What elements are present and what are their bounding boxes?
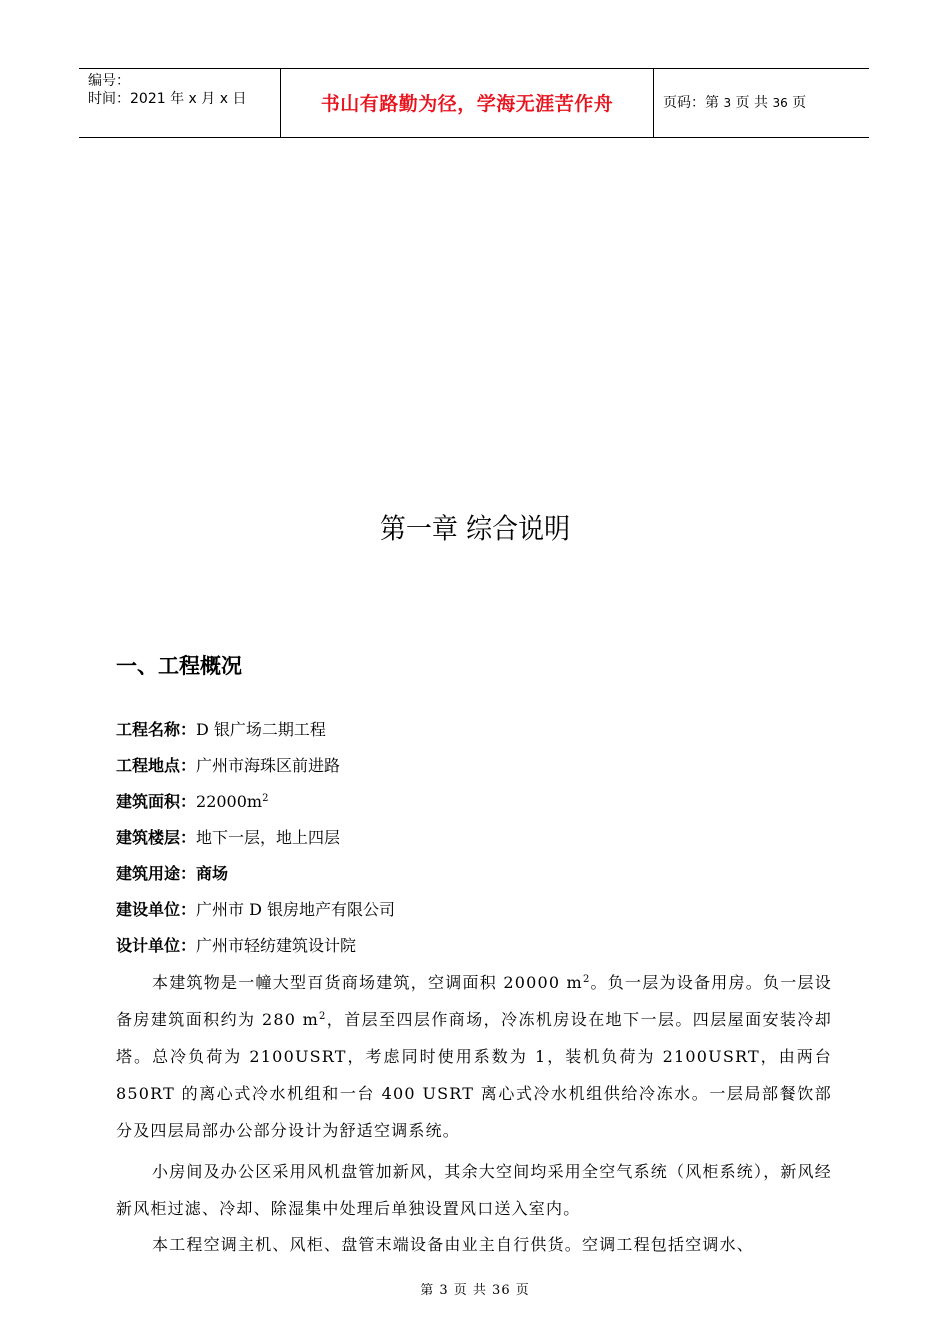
info-row-project-name: 工程名称：D 银广场二期工程 <box>116 720 326 739</box>
info-row-area: 建筑面积：$22000m^2$ <box>116 792 269 811</box>
section-title: 一、工程概况 <box>116 654 242 678</box>
header-page-number: 页码：第 3 页 共 36 页 <box>663 95 807 111</box>
time-label: 时间：2021 年 x 月 x 日 <box>88 91 247 107</box>
info-row-builder: 建设单位：广州市 D 银房地产有限公司 <box>116 900 396 919</box>
page-header <box>79 68 869 138</box>
serial-label: 编号： <box>88 73 130 89</box>
info-row-designer: 设计单位：广州市轻纺建筑设计院 <box>116 936 357 955</box>
info-row-location: 工程地点：广州市海珠区前进路 <box>116 756 341 775</box>
page-footer: 第 3 页 共 36 页 <box>420 1283 530 1298</box>
header-meta <box>88 72 246 108</box>
project-info-list <box>116 715 836 967</box>
paragraph-system: 小房间及办公区采用风机盘管加新风，其余大空间均采用全空气系统（风柜系统），新风经新风柜过滤、冷却、除湿集中处理后单独设置风口送入室内。 <box>116 1162 833 1218</box>
paragraph-scope: 本工程空调主机、风柜、盘管末端设备由业主自行供货。空调工程包括空调水、 <box>152 1235 755 1254</box>
info-row-floors: 建筑楼层：地下一层，地上四层 <box>116 828 341 847</box>
page-total: 36 <box>772 96 788 110</box>
info-row-usage: 建筑用途：商场 <box>116 864 229 883</box>
header-divider <box>653 69 654 137</box>
chapter-title: 第一章 综合说明 <box>379 513 571 546</box>
page-current: 3 <box>723 96 732 110</box>
header-motto: 书山有路勤为径，学海无涯苦作舟 <box>320 93 614 115</box>
paragraph-overview: 本建筑物是一幢大型百货商场建筑，空调面积 20000 $m^2$。负一层为设备用房。负一层设备房建筑面积约为 280 $m^2$，首层至四层作商场，冷冻机房设在地下一层。四层屋面安装冷却塔。总冷负荷为 2100USRT，考虑同时使用系数为 1，装机负荷为 2100USRT，由两台 850RT 的离心式冷水机组和一台 400 USRT 离心式冷水机组供给冷冻水。一层局部餐饮部分及四层局部办公部分设计为舒适空调系统。 <box>116 973 832 1140</box>
